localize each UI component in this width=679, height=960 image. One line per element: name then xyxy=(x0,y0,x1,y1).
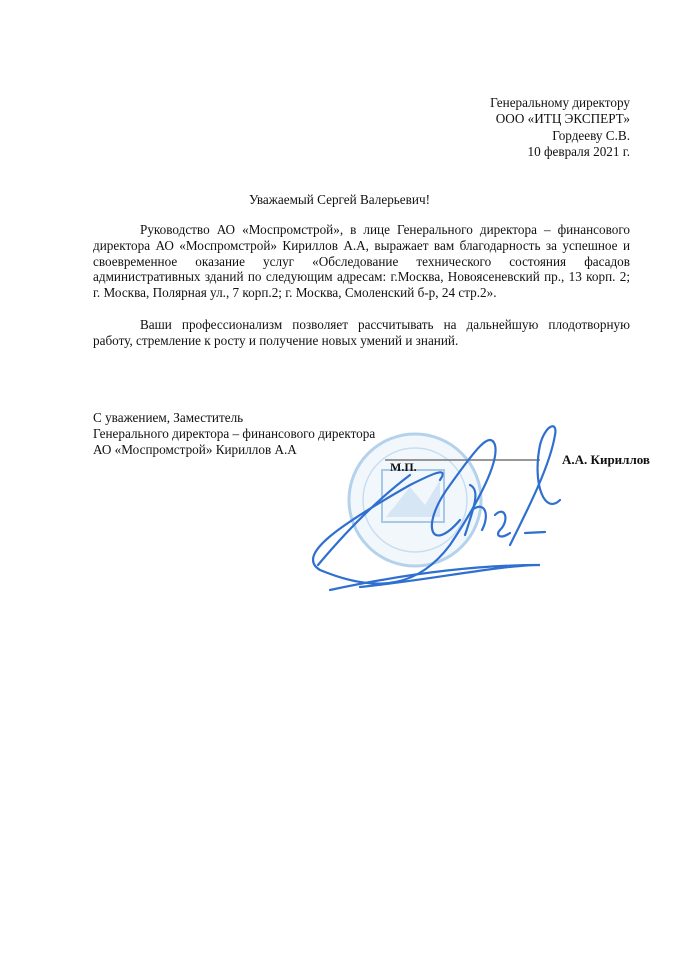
addressee-name: Гордееву С.В. xyxy=(552,127,630,143)
stamp-seal xyxy=(349,434,481,566)
stamp-and-signature xyxy=(300,405,670,605)
letter-date: 10 февраля 2021 г. xyxy=(527,143,630,159)
salutation: Уважаемый Сергей Валерьевич! xyxy=(249,192,430,207)
closing-line-1: С уважением, Заместитель xyxy=(93,410,244,425)
closing-line-3: АО «Моспромстрой» Кириллов А.А xyxy=(93,442,297,457)
stamp-label: М.П. xyxy=(390,460,417,474)
addressee-block xyxy=(490,95,630,160)
addressee-company: ООО «ИТЦ ЭКСПЕРТ» xyxy=(495,111,630,127)
signer-name: А.А. Кириллов xyxy=(562,452,650,467)
closing-line-2: Генерального директора – финансового директора xyxy=(93,426,376,441)
body-paragraph-1: Руководство АО «Моспромстрой», в лице Генерального директора – финансового директора АО «Моспромстрой» Кириллов А.А, выражает вам благодарность за успешное и своевременное оказание услуг «Обследование технического состояния фасадов административных зданий по следующим адресам: г.Москва, Новоясеневский пр., 13 корп. 2; г. Москва, Полярная ул., 7 корп.2; г. Москва, Смоленский б-р, 24 стр.2». xyxy=(93,222,630,301)
addressee-title: Генеральному директору xyxy=(490,95,630,110)
body-paragraph-2: Ваши профессионализм позволяет рассчитывать на дальнейшую плодотворную работу, стремление к росту и получение новых умений и знаний. xyxy=(93,317,630,348)
